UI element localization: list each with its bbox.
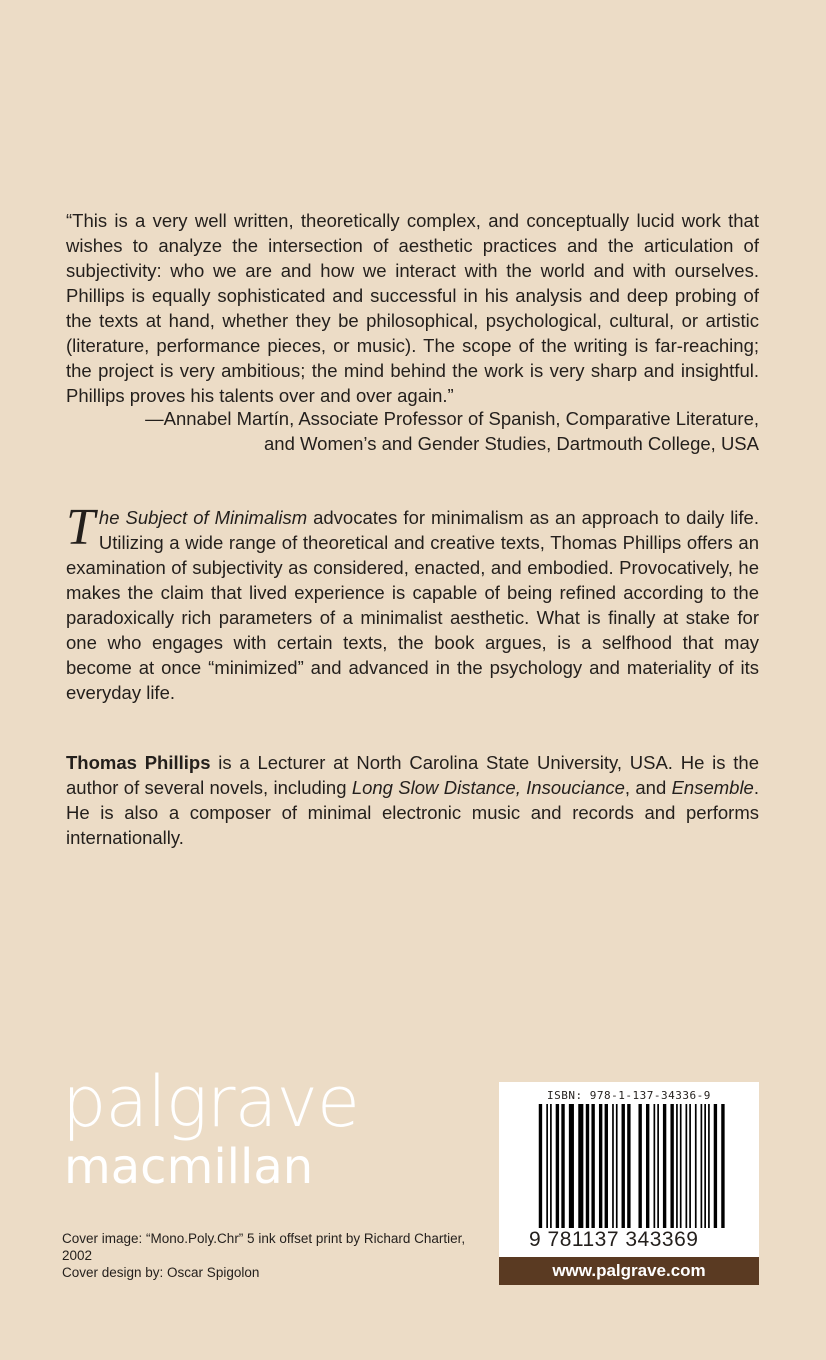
publisher-url[interactable]: www.palgrave.com bbox=[499, 1257, 759, 1285]
cover-image-credit: Cover image: “Mono.Poly.Chr” 5 ink offset print by Richard Chartier, 2002 bbox=[62, 1231, 466, 1263]
novel-title-ensemble: Ensemble bbox=[671, 777, 754, 798]
book-title: he Subject of Minimalism bbox=[98, 507, 308, 528]
attribution-line-2: and Women’s and Gender Studies, Dartmouth College, USA bbox=[264, 433, 759, 454]
barcode-panel bbox=[499, 1082, 759, 1257]
drop-cap: T bbox=[66, 499, 95, 556]
logo-macmillan: macmillan bbox=[64, 1139, 314, 1195]
bio-text-2: , and bbox=[624, 777, 672, 798]
description-text: advocates for minimalism as an approach to daily life. Utilizing a wide range of theoretical and creative texts, Thomas Phillips offers an examination of subjectivity as considered, enacted, and embodied. Provocatively, he makes the claim that lived experience is capable of being refined according to the paradoxically rich parameters of a minimalist aesthetic. What is finally at stake for one who engages with certain texts, the book argues, is a selfhood that may become at once “minimized” and advanced in the psychology and materiality of its everyday life. bbox=[66, 507, 759, 703]
author-name: Thomas Phillips bbox=[66, 752, 211, 773]
review-attribution bbox=[66, 406, 759, 456]
cover-credits bbox=[62, 1230, 492, 1281]
bio-text-3: . He is also a composer of minimal electronic music and records and performs internationally. bbox=[66, 777, 759, 848]
publisher-logo bbox=[62, 1061, 359, 1195]
barcode-image bbox=[535, 1104, 725, 1228]
barcode-number: 9 781137 343369 bbox=[529, 1228, 699, 1251]
isbn-label: ISBN: 978-1-137-34336-9 bbox=[547, 1089, 711, 1102]
bio-text-1: is a Lecturer at North Carolina State University, USA. He is the author of several novels, including bbox=[66, 752, 759, 798]
logo-palgrave: palgrave bbox=[62, 1061, 359, 1143]
attribution-line-1: —Annabel Martín, Associate Professor of Spanish, Comparative Literature, bbox=[145, 408, 759, 429]
author-bio bbox=[66, 750, 759, 850]
book-description bbox=[66, 499, 759, 705]
review-quote bbox=[66, 208, 759, 408]
review-quote-text: “This is a very well written, theoretically complex, and conceptually lucid work that wishes to analyze the intersection of aesthetic practices and the articulation of subjectivity: who we are and how we interact with the world and with ourselves. Phillips is equally sophisticated and successful in his analysis and deep probing of the texts at hand, whether they be philosophical, psychological, cultural, or artistic (literature, performance pieces, or music). The scope of the writing is far-reaching; the project is very ambitious; the mind behind the work is very sharp and insightful. Phillips proves his talents over and over again.” bbox=[66, 210, 759, 406]
novel-titles: Long Slow Distance, Insouciance bbox=[351, 777, 625, 798]
cover-design-credit: Cover design by: Oscar Spigolon bbox=[62, 1265, 260, 1280]
